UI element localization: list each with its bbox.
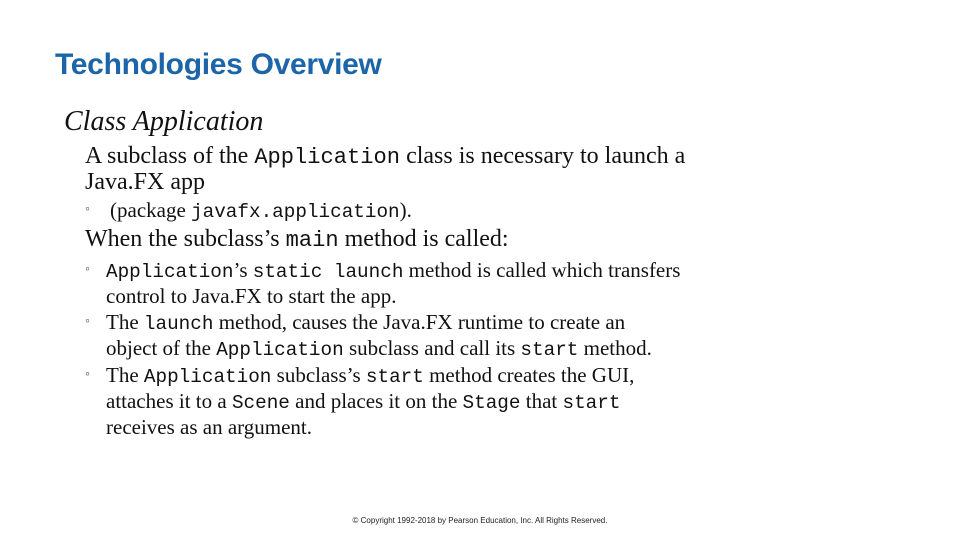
text: class is necessary to launch a	[400, 143, 686, 169]
sub-1-line-1	[106, 257, 680, 285]
text: subclass’s	[271, 363, 366, 387]
text: method is called:	[338, 226, 509, 252]
text: method creates the GUI,	[423, 363, 635, 387]
text: The	[106, 310, 144, 334]
text: (package	[110, 198, 192, 222]
code-text: Stage	[462, 392, 521, 414]
text: ).	[399, 198, 412, 222]
sub-2-line-1	[106, 309, 625, 337]
code-text: static launch	[252, 261, 404, 283]
text: method is called which transfers	[403, 258, 681, 282]
text: and places it on the	[289, 389, 463, 413]
sub-1-line-2: control to Java.FX to start the app.	[106, 284, 397, 308]
code-text: start	[562, 392, 621, 414]
text: The	[106, 363, 144, 387]
copyright-footer: © Copyright 1992-2018 by Pearson Education, Inc. All Rights Reserved.	[352, 516, 608, 525]
code-text: Application	[106, 261, 234, 283]
bullet-1-line-1	[85, 143, 685, 171]
text: A subclass of the	[85, 143, 255, 169]
code-text: Scene	[231, 392, 290, 414]
sub-bullet-marker-icon: ◦	[85, 367, 90, 382]
code-text: start	[365, 366, 424, 388]
sub-bullet-marker-icon: ◦	[85, 314, 90, 329]
text: When the subclass’s	[85, 226, 286, 252]
bullet-1-sub	[110, 197, 412, 225]
bullet-2-line-1	[85, 226, 509, 254]
code-text: Application	[143, 366, 272, 388]
code-text: javafx.application	[191, 201, 400, 223]
text: ’s	[233, 258, 253, 282]
text: subclass and call its	[343, 336, 521, 360]
subheading: Class Application	[64, 106, 264, 137]
sub-bullet-marker-icon: ◦	[85, 202, 90, 217]
sub-bullet-marker-icon: ◦	[85, 262, 90, 277]
slide-title: Technologies Overview	[55, 48, 382, 81]
sub-3-line-3: receives as an argument.	[106, 415, 313, 439]
text: object of the	[106, 336, 217, 360]
code-text: Application	[254, 145, 401, 170]
text: method.	[578, 336, 652, 360]
code-text: main	[285, 228, 339, 253]
code-text: Application	[216, 339, 344, 361]
text: that	[520, 389, 563, 413]
sub-3-line-1	[106, 362, 634, 390]
sub-3-line-2	[106, 388, 620, 416]
code-text: start	[520, 339, 579, 361]
text: method, causes the Java.FX runtime to create an	[213, 310, 626, 334]
bullet-1-line-2: Java.FX app	[85, 169, 205, 195]
sub-2-line-2	[106, 335, 652, 363]
code-text: launch	[143, 313, 214, 335]
text: attaches it to a	[106, 389, 232, 413]
